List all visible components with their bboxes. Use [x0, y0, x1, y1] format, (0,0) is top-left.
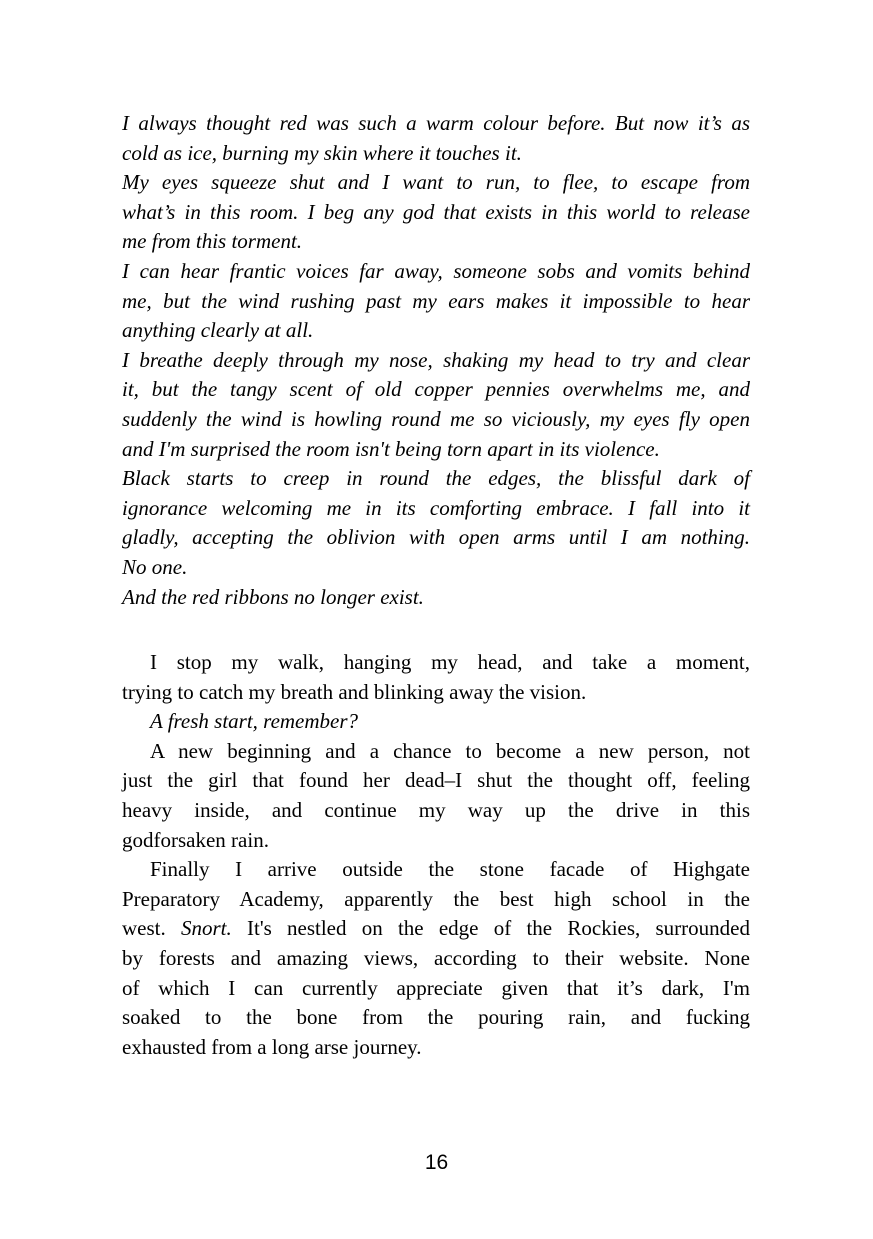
text-line: Finally I arrive outside the stone facade of Highgate	[150, 857, 750, 882]
section-vision-flashback	[122, 109, 750, 612]
text-line: by forests and amazing views, according to their website. None	[122, 946, 750, 971]
text-line: I breathe deeply through my nose, shaking my head to try and clear	[122, 347, 750, 372]
paragraph	[122, 855, 750, 1062]
paragraph	[122, 168, 750, 257]
paragraph	[122, 707, 750, 737]
text-line: I stop my walk, hanging my head, and take a moment,	[150, 650, 750, 675]
text-line: heavy inside, and continue my way up the drive in this	[122, 798, 750, 823]
text-line: gladly, accepting the oblivion with open arms until I am nothing.	[122, 525, 750, 550]
text-line: trying to catch my breath and blinking away the vision.	[122, 679, 587, 704]
section-narrative	[122, 648, 750, 1062]
text-line: I can hear frantic voices far away, someone sobs and vomits behind	[122, 258, 750, 283]
text-line: godforsaken rain.	[122, 827, 269, 852]
text-line: And the red ribbons no longer exist.	[122, 584, 424, 609]
text-line: anything clearly at all.	[122, 318, 314, 343]
paragraph	[122, 583, 750, 613]
text-line: A new beginning and a chance to become a new person, not	[150, 738, 750, 763]
text-line: My eyes squeeze shut and I want to run, to flee, to escape from	[122, 170, 750, 195]
text-column	[122, 109, 750, 1062]
text-line: cold as ice, burning my skin where it touches it.	[122, 140, 522, 165]
paragraph	[122, 648, 750, 707]
paragraph	[122, 737, 750, 855]
text-line: exhausted from a long arse journey.	[122, 1034, 422, 1059]
text-line: west. Snort. It's nestled on the edge of the Rockies, surrounded	[122, 916, 750, 941]
paragraph	[122, 346, 750, 464]
paragraph	[122, 257, 750, 346]
text-line: just the girl that found her dead–I shut the thought off, feeling	[122, 768, 750, 793]
text-line: suddenly the wind is howling round me so viciously, my eyes fly open	[122, 406, 750, 431]
text-line: A fresh start, remember?	[150, 709, 359, 734]
text-line: of which I can currently appreciate given that it’s dark, I'm	[122, 975, 750, 1000]
text-line: Preparatory Academy, apparently the best high school in the	[122, 886, 750, 911]
text-line: I always thought red was such a warm colour before. But now it’s as	[122, 111, 750, 135]
text-line: it, but the tangy scent of old copper pennies overwhelms me, and	[122, 377, 750, 402]
text-line: me, but the wind rushing past my ears makes it impossible to hear	[122, 288, 750, 313]
text-line: ignorance welcoming me in its comforting embrace. I fall into it	[122, 495, 750, 520]
text-line: what’s in this room. I beg any god that exists in this world to release	[122, 199, 750, 224]
text-line: No one.	[122, 554, 188, 579]
paragraph	[122, 464, 750, 582]
paragraph	[122, 109, 750, 168]
text-line: and I'm surprised the room isn't being torn apart in its violence.	[122, 436, 660, 461]
text-line: me from this torment.	[122, 229, 303, 254]
text-line: Black starts to creep in round the edges, the blissful dark of	[122, 466, 750, 491]
page-number: 16	[424, 1151, 449, 1174]
text-line: soaked to the bone from the pouring rain, and fucking	[122, 1005, 750, 1030]
